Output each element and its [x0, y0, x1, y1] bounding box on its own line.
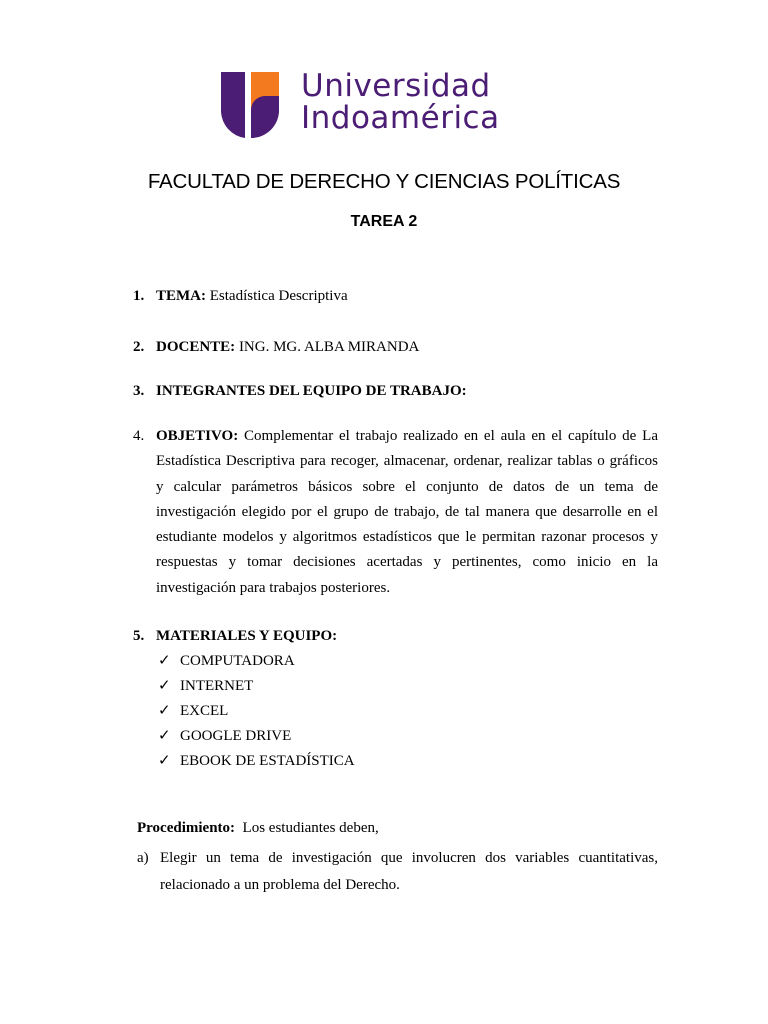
procedimiento-line [137, 819, 379, 837]
item-number-5: 5. [133, 628, 145, 644]
objetivo-paragraph [156, 424, 658, 601]
tema-value: Estadística Descriptiva [206, 288, 348, 304]
logo-wordmark [301, 70, 500, 134]
materiales-item: EBOOK DE ESTADÍSTICA [180, 753, 355, 769]
logo-line-1: Universidad [301, 68, 491, 104]
item-number-3: 3. [133, 383, 145, 399]
checkmark-icon: ✓ [158, 753, 171, 769]
university-logo [221, 68, 500, 138]
docente-label: DOCENTE: [156, 339, 236, 355]
docente-value: ING. MG. ALBA MIRANDA [235, 339, 420, 355]
integrantes-label: INTEGRANTES DEL EQUIPO DE TRABAJO: [156, 383, 467, 399]
checkmark-icon: ✓ [158, 653, 171, 669]
item-number-2: 2. [133, 339, 145, 355]
list-marker-a: a) [137, 850, 149, 866]
faculty-title: FACULTAD DE DERECHO Y CIENCIAS POLÍTICAS [147, 170, 621, 193]
procedimiento-label: Procedimiento: [137, 820, 236, 836]
objetivo-label: OBJETIVO: [156, 428, 239, 444]
checkmark-icon: ✓ [158, 703, 171, 719]
item-number-4: 4. [133, 428, 145, 444]
procedimiento-item-a: Elegir un tema de investigación que involucren dos variables cuantitativas, relacionado a un problema del Derecho. [160, 850, 658, 893]
checkmark-icon: ✓ [158, 678, 171, 694]
checkmark-icon: ✓ [158, 728, 171, 744]
materiales-item: EXCEL [180, 703, 229, 719]
tema-label: TEMA: [156, 288, 206, 304]
materiales-item: INTERNET [180, 678, 254, 694]
item-tema [156, 287, 348, 305]
materiales-item: COMPUTADORA [180, 653, 295, 669]
logo-line-2: Indoamérica [301, 100, 500, 136]
item-docente [156, 338, 419, 356]
materiales-label: MATERIALES Y EQUIPO: [156, 628, 338, 644]
materiales-item: GOOGLE DRIVE [180, 728, 292, 744]
university-logo-icon [221, 72, 279, 138]
objetivo-text: Complementar el trabajo realizado en el aula en el capítulo de La Estadística Descriptiva para recoger, almacenar, ordenar, realizar tablas o gráficos y calcular parámetros básicos sobre el conjunto de datos de un tema de investigación elegido por el grupo de trabajo, de tal manera que desarrolle en el estudiante modelos y algoritmos estadísticos que le permitan razonar procesos y respuestas y tomar decisiones acertadas y pertinentes, como inicio en la investigación para trabajos posteriores. [156, 428, 658, 596]
item-number-1: 1. [133, 288, 145, 304]
procedimiento-text: Los estudiantes deben, [235, 820, 379, 836]
assignment-title: TAREA 2 [350, 213, 418, 230]
